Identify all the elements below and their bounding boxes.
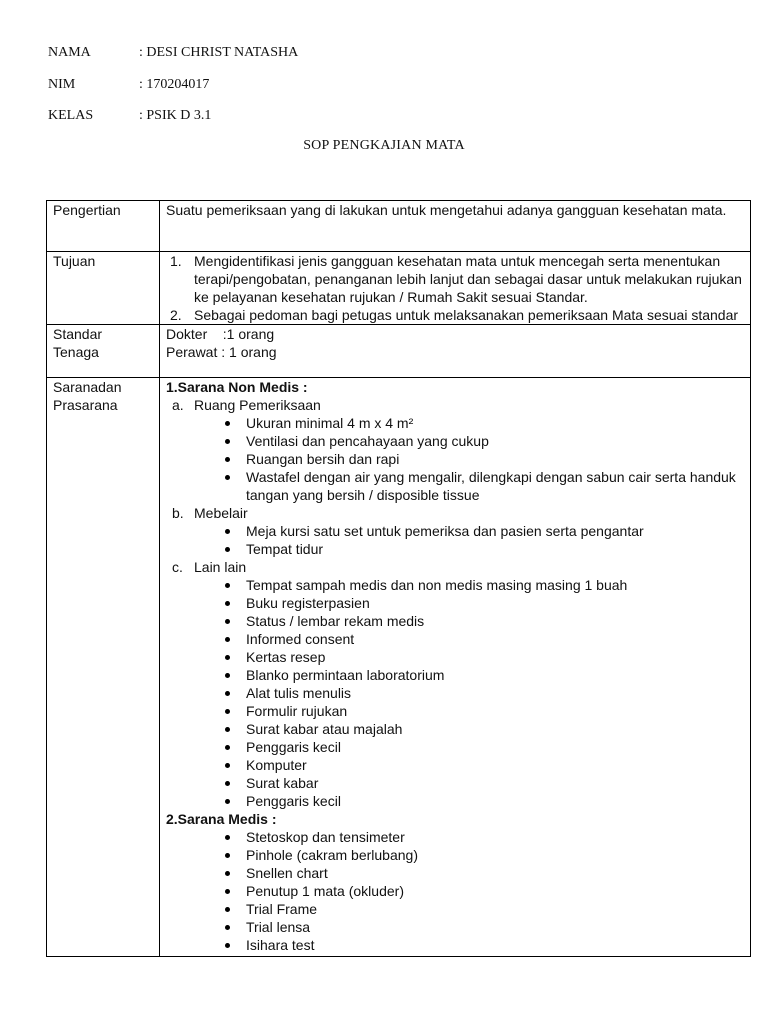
list-item: Kertas resep [246,648,744,666]
ruang-list [166,414,744,504]
list-item: Penggaris kecil [246,792,744,810]
list-item: 1. Mengidentifikasi jenis gangguan kesehatan mata untuk mencegah serta menentukan terapi/pengobatan, penanganan lebih lanjut dan sebagai dasar untuk melakukan rujukan ke pelayanan kesehatan rujukan / Rumah Sakit sesuai Standar. [170,253,742,305]
row-tujuan [47,252,751,325]
row-standar [47,325,751,378]
list-item: Blanko permintaan laboratorium [246,666,744,684]
list-item: Wastafel dengan air yang mengalir, dilengkapi dengan sabun cair serta handuk tangan yang bersih / disposible tissue [246,468,744,504]
list-item: Penutup 1 mata (okluder) [246,882,744,900]
row-pengertian [47,201,751,252]
list-item: Informed consent [246,630,744,648]
pengertian-text: Suatu pemeriksaan yang di lakukan untuk mengetahui adanya gangguan kesehatan mata. [160,201,751,252]
sarana-label: Saranadan Prasarana [47,378,160,957]
list-item: Alat tulis menulis [246,684,744,702]
medis-list [166,828,744,954]
tujuan-list [166,252,744,324]
list-item: Surat kabar [246,774,744,792]
standar-content: Dokter :1 orang Perawat : 1 orang [160,325,751,378]
list-item: Tempat tidur [246,540,744,558]
list-item: 2. Sebagai pedoman bagi petugas untuk melaksanakan pemeriksaan Mata sesuai standar [170,307,739,323]
list-item: Trial Frame [246,900,744,918]
lain-lain-list [166,576,744,810]
list-item: Ruangan bersih dan rapi [246,450,744,468]
list-item: Formulir rujukan [246,702,744,720]
document-title: SOP PENGKAJIAN MATA [303,138,465,153]
pengertian-label: Pengertian [47,201,160,252]
sarana-content [160,378,751,957]
medis-title: 2.Sarana Medis : [166,811,277,827]
row-sarana [47,378,751,957]
list-item: Ventilasi dan pencahayaan yang cukup [246,432,744,450]
list-item: Ukuran minimal 4 m x 4 m² [246,414,744,432]
kelas-label: KELAS [48,108,94,123]
list-item: Buku registerpasien [246,594,744,612]
list-item: Penggaris kecil [246,738,744,756]
nim-label: NIM [48,77,76,92]
nim-value: : 170204017 [139,77,210,92]
list-item: Meja kursi satu set untuk pemeriksa dan pasien serta pengantar [246,522,744,540]
kelas-value: : PSIK D 3.1 [139,108,212,123]
list-item: Surat kabar atau majalah [246,720,744,738]
standar-label: Standar Tenaga [47,325,160,378]
tujuan-label: Tujuan [47,252,160,325]
sop-table [46,200,751,957]
list-item: Tempat sampah medis dan non medis masing masing 1 buah [246,576,744,594]
non-medis-title: 1.Sarana Non Medis : [166,379,308,395]
list-item: Isihara test [246,936,744,954]
nama-label: NAMA [48,45,91,60]
mebelair-list [166,522,744,558]
list-item: Trial lensa [246,918,744,936]
list-item: Snellen chart [246,864,744,882]
nama-value: : DESI CHRIST NATASHA [139,45,299,60]
list-item: Stetoskop dan tensimeter [246,828,744,846]
group-mebelair: b. Mebelair [172,505,248,521]
list-item: Status / lembar rekam medis [246,612,744,630]
list-item: Komputer [246,756,744,774]
group-ruang: a. Ruang Pemeriksaan [172,397,321,413]
group-lain-lain: c. Lain lain [172,559,247,575]
list-item: Pinhole (cakram berlubang) [246,846,744,864]
